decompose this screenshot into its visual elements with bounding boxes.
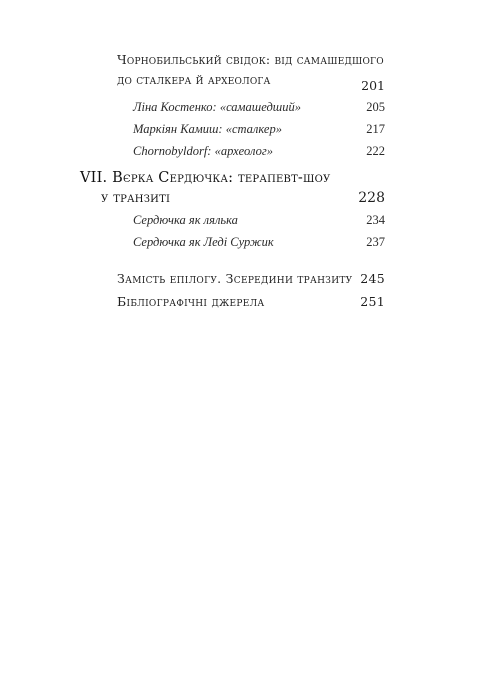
toc-entry-title: Маркіян Камиш: «сталкер» [133,122,282,136]
toc-entry-title: Замість епілогу. Зсередини транзиту [117,271,353,286]
toc-entry-page-number: 201 [361,78,385,93]
toc-entry-title: Сердючка як лялька [133,213,238,227]
toc-entry-title: Бібліографічні джерела [117,294,265,309]
toc-entry-page-number: 251 [360,294,385,309]
toc-entry-title-line1: Чорнобильський свідок: від самашедшого [117,52,384,67]
toc-entry-title: Сердючка як Леді Суржик [133,235,274,249]
toc-chapter-title-line2: у транзиті [101,190,171,206]
toc-entry-title-line2: до сталкера й археолога [117,72,271,87]
toc-entry-page-number: 237 [366,235,385,249]
toc-entry-title: Ліна Костенко: «самашедший» [133,100,301,114]
toc-entry-page-number: 234 [366,213,385,227]
toc-entry-page-number: 245 [360,271,385,286]
toc-entry-page-number: 217 [366,122,385,136]
toc-entry-page-number: 228 [358,190,385,206]
toc-entry-page-number: 222 [366,144,385,158]
toc-entry-page-number: 205 [366,100,385,114]
toc-chapter-title-line1: VII. Вєрка Сердючка: терапевт-шоу [80,170,331,186]
toc-entry-title: Chornobyldorf: «археолог» [133,144,273,158]
